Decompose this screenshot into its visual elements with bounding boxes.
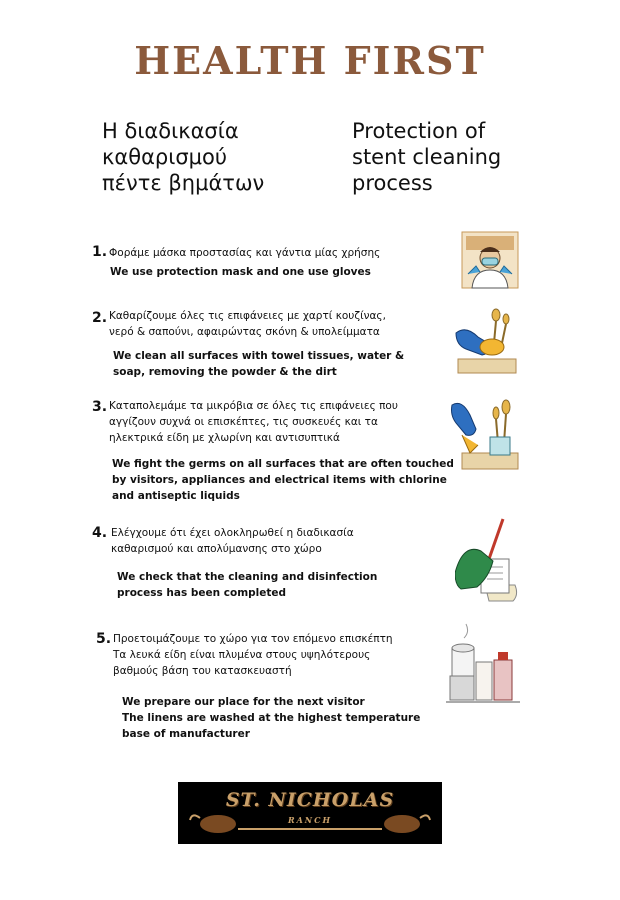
step-greek-line: νερό & σαπούνι, αφαιρώντας σκόνη & υπολείμματα xyxy=(109,326,380,338)
step-greek-text xyxy=(109,398,398,446)
step-greek-text xyxy=(109,308,386,340)
step-number: 1. xyxy=(92,244,108,260)
disinfect-spray-icon xyxy=(448,395,520,475)
heading-greek-line: Η διαδικασία xyxy=(102,119,239,143)
step-greek-line: Καταπολεμάμε τα μικρόβια σε όλες τις επιφάνειες που xyxy=(109,400,398,412)
step-english-line: We use protection mask and one use gloves xyxy=(110,266,371,278)
step-greek-text xyxy=(109,245,380,261)
logo-sub: RANCH xyxy=(287,815,333,825)
step-english-line: soap, removing the powder & the dirt xyxy=(113,366,337,378)
step-english-line: We clean all surfaces with towel tissues, water & xyxy=(113,350,405,362)
heading-english-line: stent cleaning xyxy=(352,145,502,169)
step-greek-line: Τα λευκά είδη είναι πλυμένα στους υψηλότερους xyxy=(113,649,371,661)
heading-greek-line: καθαρισμού xyxy=(102,145,228,169)
step-greek-text xyxy=(111,525,354,557)
step-greek-line: Καθαρίζουμε όλες τις επιφάνειες με χαρτί κουζίνας, xyxy=(109,310,386,322)
step-greek-line: ηλεκτρικά είδη με χλωρίνη και αντισυπτικά xyxy=(109,432,340,444)
step-english-line: The linens are washed at the highest temperature xyxy=(122,712,421,724)
page-title: HEALTH FIRST xyxy=(134,38,486,83)
step-english-line: We fight the germs on all surfaces that are often touched xyxy=(112,458,454,470)
step-greek-line: βαθμούς βάση του κατασκευαστή xyxy=(113,665,292,677)
supplies-icon xyxy=(446,620,520,708)
heading-greek xyxy=(102,118,264,196)
step-greek-line: καθαρισμού και απολύμανσης στο χώρο xyxy=(111,543,322,555)
step-english-text xyxy=(112,456,454,504)
step-english-line: We prepare our place for the next visitor xyxy=(122,696,365,708)
step-english-line: We check that the cleaning and disinfection xyxy=(117,571,378,583)
logo-name: ST. NICHOLAS xyxy=(225,789,395,811)
st-nicholas-logo xyxy=(178,782,442,844)
step-english-line: base of manufacturer xyxy=(122,728,250,740)
step-english-line: by visitors, appliances and electrical items with chlorine xyxy=(112,474,447,486)
step-greek-line: Προετοιμάζουμε το χώρο για τον επόμενο επισκέπτη xyxy=(113,633,393,645)
step-number: 3. xyxy=(92,399,108,415)
step-english-line: and antiseptic liquids xyxy=(112,490,240,502)
step-english-line: process has been completed xyxy=(117,587,287,599)
step-number: 2. xyxy=(92,310,108,326)
masked-person-icon xyxy=(460,230,520,290)
step-greek-line: αγγίζουν συχνά οι επισκέπτες, τις συσκευές και τα xyxy=(109,416,378,428)
step-greek-line: Φοράμε μάσκα προστασίας και γάντια μίας χρήσης xyxy=(109,247,381,259)
gloved-cleaning-icon xyxy=(452,303,520,375)
step-number: 4. xyxy=(92,525,108,541)
heading-greek-line: πέντε βημάτων xyxy=(102,171,265,195)
step-greek-text xyxy=(113,631,393,679)
step-greek-line: Ελέγχουμε ότι έχει ολοκληρωθεί η διαδικασία xyxy=(111,527,354,539)
step-english-text xyxy=(117,569,377,601)
step-english-text xyxy=(110,264,371,280)
checklist-icon xyxy=(455,515,521,605)
step-english-text xyxy=(122,694,420,742)
step-number: 5. xyxy=(96,631,112,647)
heading-english-line: Protection of xyxy=(352,119,486,143)
heading-english xyxy=(352,118,501,196)
step-english-text xyxy=(113,348,404,380)
heading-english-line: process xyxy=(352,171,433,195)
